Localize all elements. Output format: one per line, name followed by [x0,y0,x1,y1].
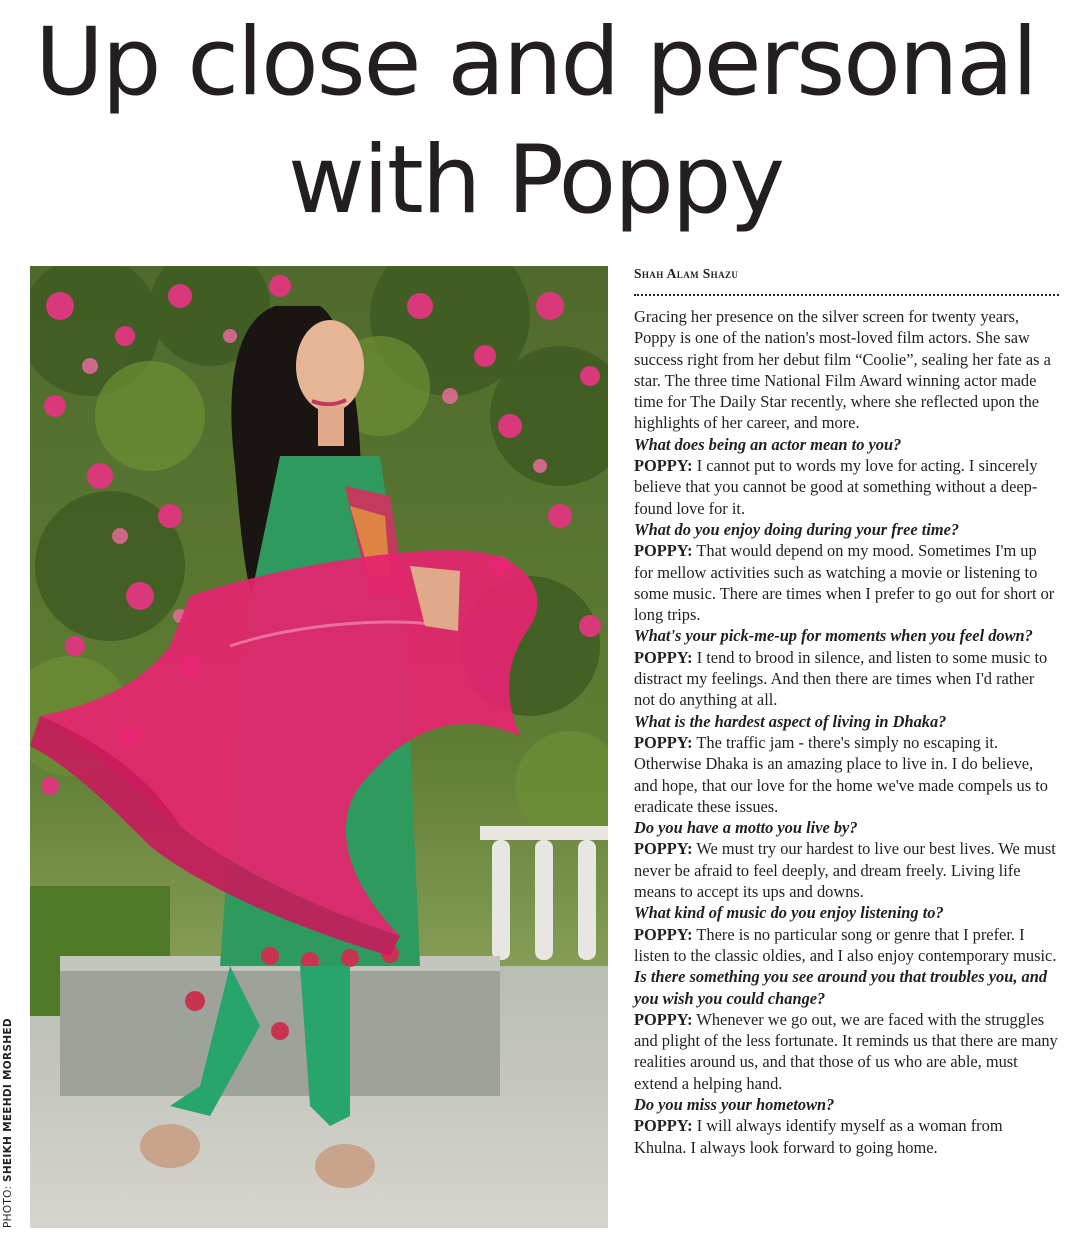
portrait-photo [30,266,608,1228]
speaker-label: POPPY: [634,732,693,752]
question: What kind of music do you enjoy listening to? [634,903,944,923]
answer-text: I tend to brood in silence, and listen to some music to distract my feelings. And then there are times when I'd rather not do anything at all. [634,647,1048,710]
headline-line-1: Up close and personal [35,8,1036,117]
headline-line-2: with Poppy [287,126,784,235]
answer-text: I will always identify myself as a woman from Khulna. I always look forward to going home. [634,1116,1003,1157]
answer-text: We must try our hardest to live our best lives. We must never be afraid to feel deeply, and dream freely. Living life means to accept its ups and downs. [634,839,1056,902]
article-body [634,264,1059,1158]
photo-credit-name: SHEIKH MEEHDI MORSHED [2,1018,14,1183]
qa-item [634,625,1059,710]
answer-text: There is no particular song or genre that I prefer. I listen to the classic oldies, and I also enjoy contemporary music. [634,924,1057,965]
answer [634,647,1059,711]
question: What is the hardest aspect of living in Dhaka? [634,711,947,731]
answer-text: Whenever we go out, we are faced with the struggles and plight of the less fortunate. It reminds us that there are many realities around us, and that those of us who are able, must extend a helping hand. [634,1009,1058,1093]
photo-credit-prefix: PHOTO: [2,1182,14,1228]
speaker-label: POPPY: [634,924,693,944]
qa-item [634,966,1059,1094]
speaker-label: POPPY: [634,647,693,667]
question: Do you have a motto you live by? [634,818,858,838]
qa-item [634,902,1059,966]
answer [634,455,1059,519]
speaker-label: POPPY: [634,1116,693,1136]
speaker-label: POPPY: [634,839,693,859]
speaker-label: POPPY: [634,1009,693,1029]
question: Do you miss your hometown? [634,1094,835,1114]
byline: Shah Alam Shazu [634,266,739,281]
qa-item [634,817,1059,902]
answer-text: That would depend on my mood. Sometimes I'm up for mellow activities such as watching a movie or listening to some music. There are times when I prefer to go out for short or long trips. [634,541,1055,625]
answer [634,1009,1059,1094]
answer-text: I cannot put to words my love for acting. I sincerely believe that you cannot be good at something without a deep-found love for it. [634,456,1038,518]
answer [634,1115,1059,1158]
question: What do you enjoy doing during your free time? [634,519,960,539]
answer-text: The traffic jam - there's simply no escaping it. Otherwise Dhaka is an amazing place to live in. I do believe, and hope, that our love for the home we've made compels us to eradicate these issues. [634,732,1048,816]
photo-credit [2,1018,14,1228]
intro-paragraph: Gracing her presence on the silver screen for twenty years, Poppy is one of the nation's most-loved film actors. She saw success right from her debut film “Coolie”, sealing her fate as a star. The three time National Film Award winning actor made time for The Daily Star recently, where she reflected upon the highlights of her career, and more. [634,307,1051,433]
question: What does being an actor mean to you? [634,434,902,454]
qa-item [634,1094,1059,1158]
qa-item [634,711,1059,817]
qa-item [634,519,1059,625]
speaker-label: POPPY: [634,456,693,476]
answer [634,540,1059,625]
qa-item [634,434,1059,519]
question: Is there something you see around you that troubles you, and you wish you could change? [634,967,1048,1008]
answer [634,924,1059,967]
byline-divider [634,294,1059,296]
answer [634,732,1059,817]
question: What's your pick-me-up for moments when you feel down? [634,626,1033,646]
speaker-label: POPPY: [634,541,693,561]
headline [0,4,1071,240]
answer [634,838,1059,902]
